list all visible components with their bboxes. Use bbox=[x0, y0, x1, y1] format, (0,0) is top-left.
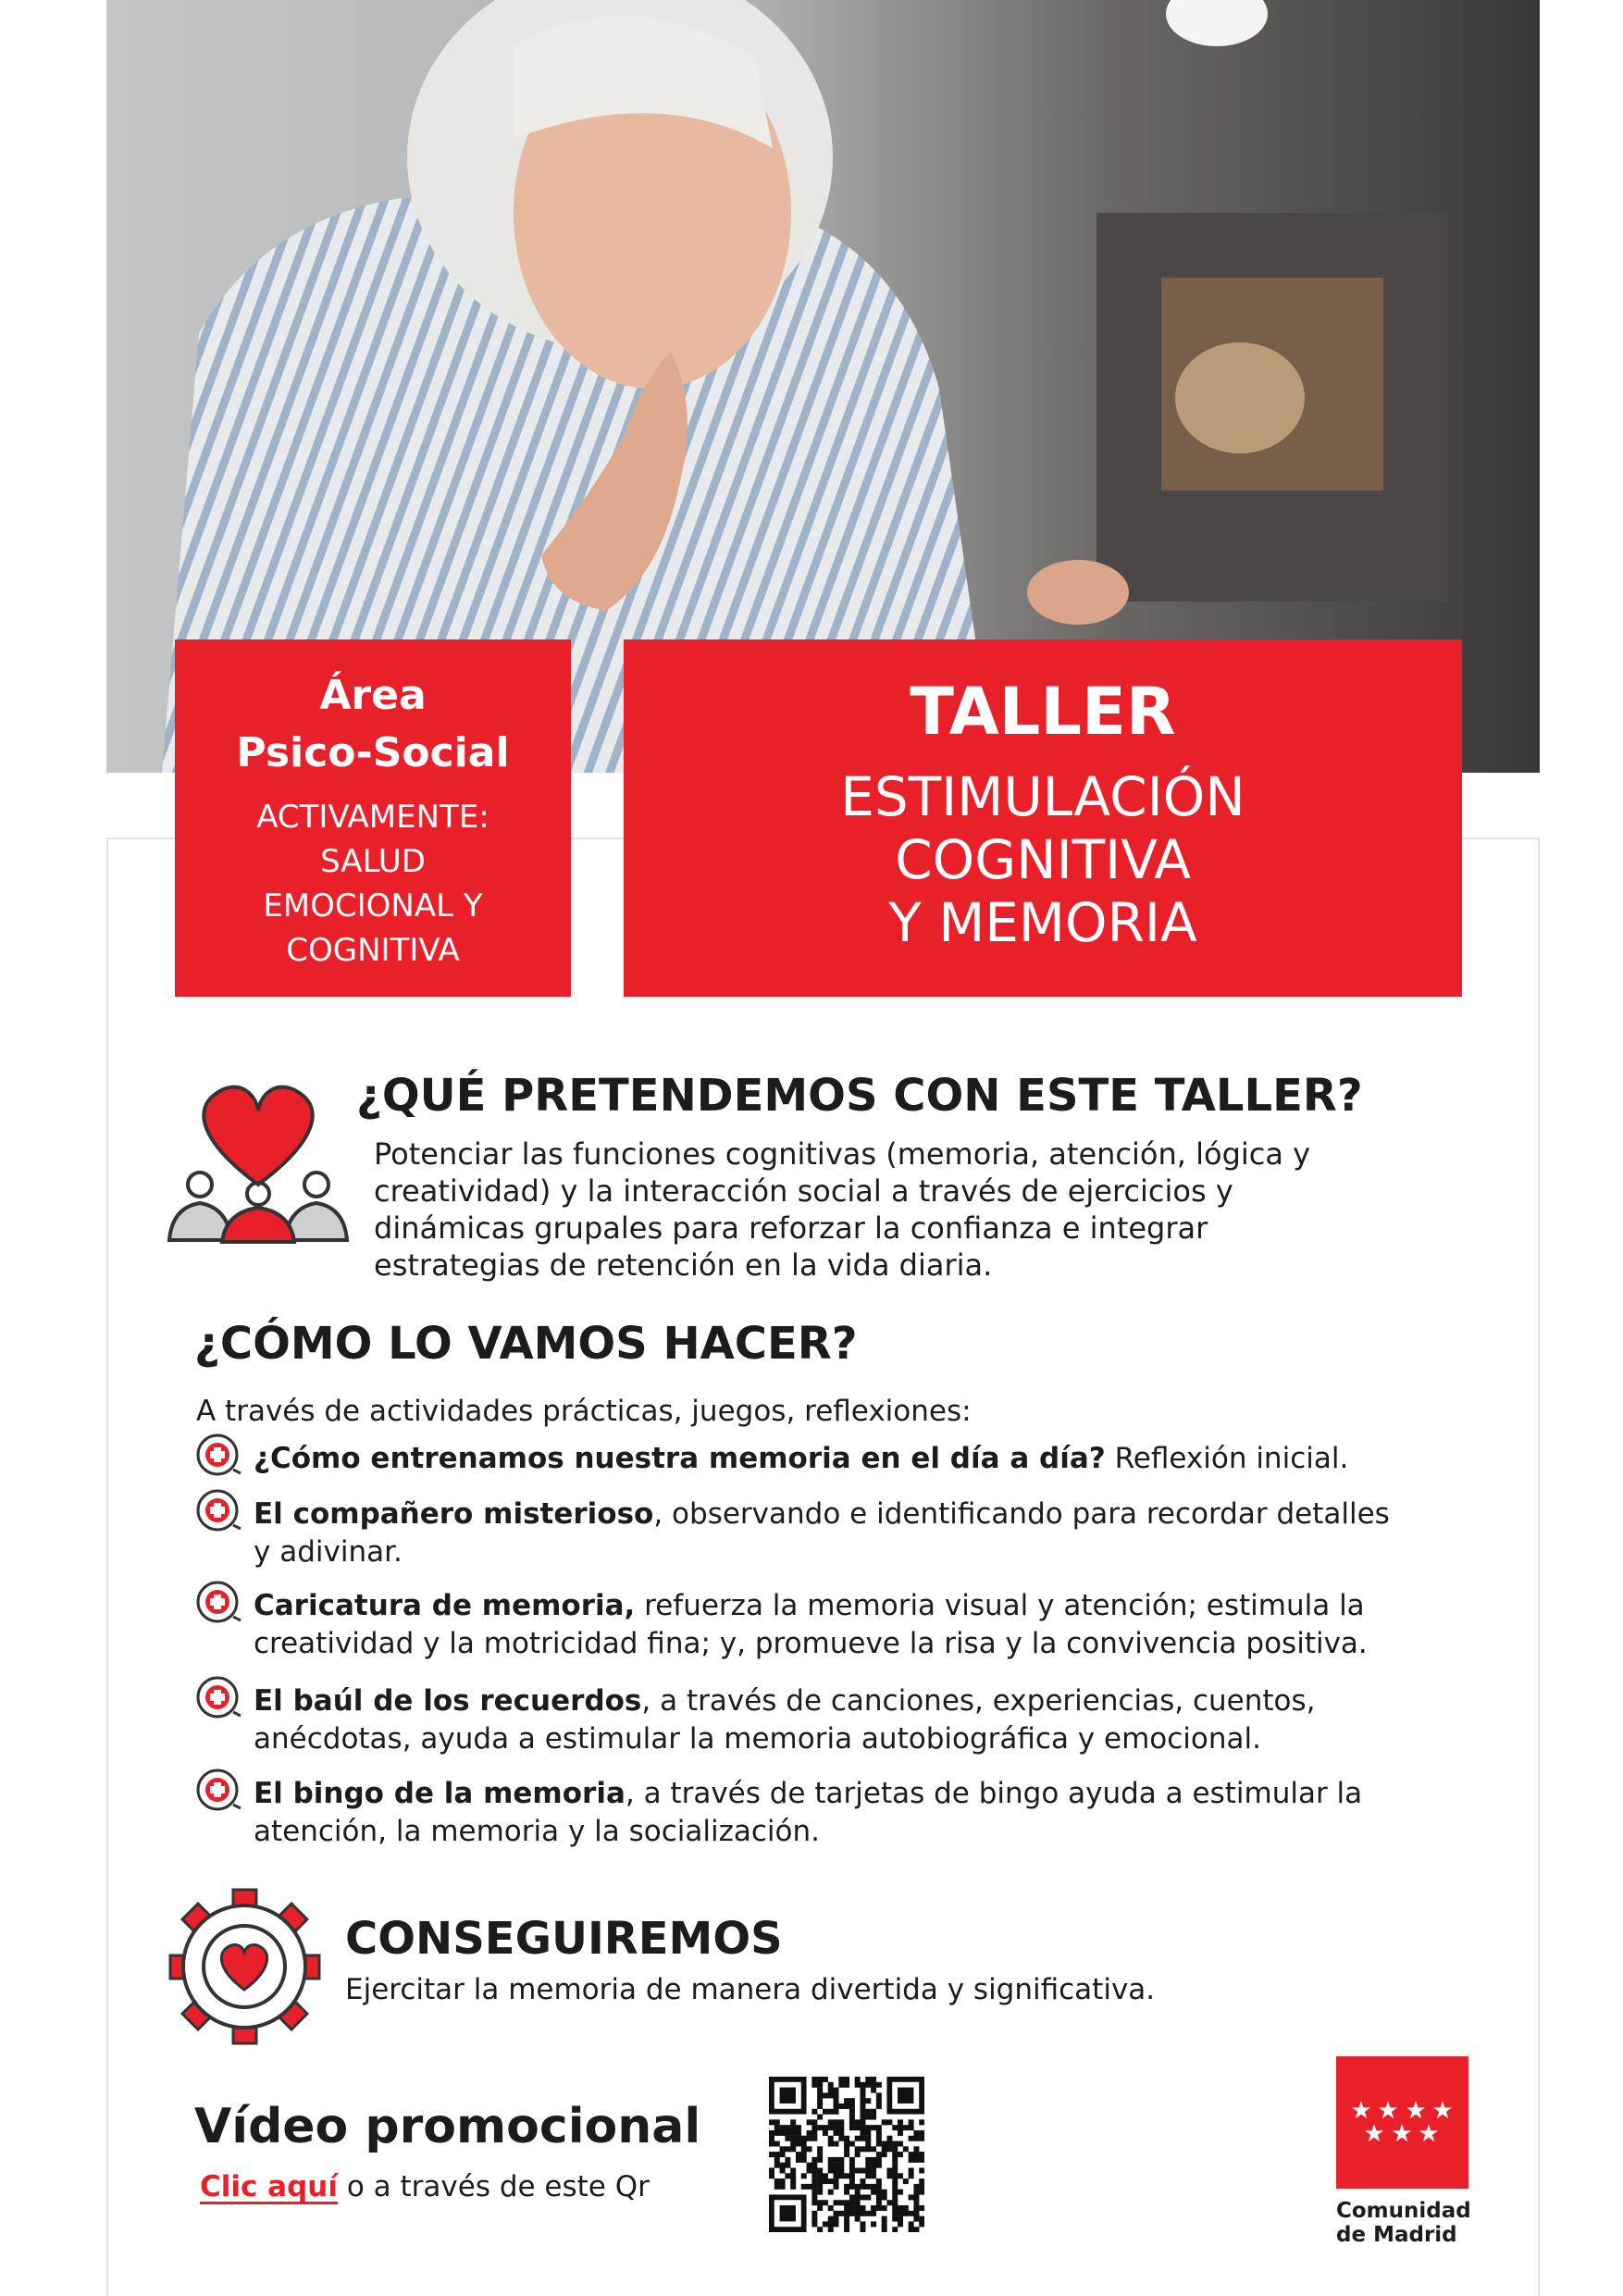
svg-text:★: ★ bbox=[1431, 2097, 1454, 2125]
taller-subtitle bbox=[624, 765, 1462, 954]
que-heading: ¿QUÉ PRETENDEMOS CON ESTE TALLER? bbox=[356, 1070, 1363, 1122]
area-sub-line4: COGNITIVA bbox=[286, 932, 460, 969]
taller-line3: Y MEMORIA bbox=[888, 891, 1197, 954]
que-line1: Potenciar las funciones cognitivas (memoria, atención, lógica y bbox=[374, 1136, 1311, 1172]
svg-text:★: ★ bbox=[1350, 2097, 1372, 2125]
item-text: ¿Cómo entrenamos nuestra memoria en el día a día? Reflexión inicial. bbox=[254, 1442, 1349, 1475]
como-intro: A través de actividades prácticas, juegos, reflexiones: bbox=[196, 1395, 972, 1428]
gear-heart-icon bbox=[168, 1888, 321, 2045]
logo-text bbox=[1336, 2199, 1471, 2247]
area-box bbox=[175, 639, 571, 997]
item-text: El compañero misterioso, observando e identificando para recordar detalles y adivinar. bbox=[254, 1497, 1390, 1569]
svg-text:★: ★ bbox=[1405, 2097, 1427, 2125]
medical-cross-icon bbox=[194, 1580, 242, 1628]
clic-aqui-link[interactable]: Clic aquí bbox=[200, 2170, 338, 2203]
item-text: Caricatura de memoria, refuerza la memoria visual y atención; estimula la creatividad y la motricidad fina; y, promueve la risa y la convivencia positiva. bbox=[254, 1589, 1368, 1660]
video-title: Vídeo promocional bbox=[194, 2099, 701, 2154]
como-heading: ¿CÓMO LO VAMOS HACER? bbox=[194, 1318, 858, 1370]
area-sub-line1: ACTIVAMENTE: bbox=[256, 799, 489, 836]
item-text: El bingo de la memoria, a través de tarjetas de bingo ayuda a estimular la atención, la memoria y la socialización. bbox=[254, 1777, 1363, 1848]
taller-title: TALLER bbox=[910, 674, 1176, 750]
que-text bbox=[374, 1136, 1310, 1284]
area-title-line1: Área bbox=[319, 672, 427, 719]
que-line3: dinámicas grupales para reforzar la confianza e integrar bbox=[374, 1210, 1208, 1246]
taller-box bbox=[624, 639, 1462, 997]
conseguiremos-heading: CONSEGUIREMOS bbox=[345, 1913, 783, 1965]
area-sub-line3: EMOCIONAL Y bbox=[263, 887, 483, 925]
taller-line2: COGNITIVA bbox=[895, 828, 1191, 891]
area-title-line2: Psico-Social bbox=[236, 729, 510, 776]
qr-code[interactable] bbox=[769, 2077, 924, 2232]
item-text: El baúl de los recuerdos, a través de canciones, experiencias, cuentos, anécdotas, ayuda a estimular la memoria autobiográfica y emocional. bbox=[254, 1684, 1316, 1756]
conseguiremos-text: Ejercitar la memoria de manera divertida y significativa. bbox=[345, 1973, 1156, 2006]
medical-cross-icon bbox=[194, 1433, 242, 1481]
medical-cross-icon bbox=[194, 1768, 242, 1816]
medical-cross-icon bbox=[194, 1675, 242, 1723]
heart-team-icon bbox=[165, 1074, 352, 1245]
video-link-rest: o a través de este Qr bbox=[337, 2170, 650, 2203]
medical-cross-icon bbox=[194, 1488, 242, 1536]
area-subtitle bbox=[175, 795, 571, 973]
svg-text:★: ★ bbox=[1418, 2120, 1440, 2148]
svg-text:★: ★ bbox=[1363, 2120, 1385, 2148]
area-sub-line2: SALUD bbox=[320, 843, 426, 880]
video-link-line bbox=[200, 2170, 650, 2203]
svg-text:★: ★ bbox=[1391, 2120, 1413, 2148]
que-line4: estrategias de retención en la vida diaria. bbox=[374, 1247, 993, 1283]
que-line2: creatividad) y la interacción social a través de ejercicios y bbox=[374, 1173, 1233, 1209]
logo-line1: Comunidad bbox=[1336, 2199, 1471, 2223]
taller-line1: ESTIMULACIÓN bbox=[840, 765, 1245, 828]
logo-line2: de Madrid bbox=[1336, 2223, 1457, 2247]
svg-text:★: ★ bbox=[1377, 2097, 1399, 2125]
